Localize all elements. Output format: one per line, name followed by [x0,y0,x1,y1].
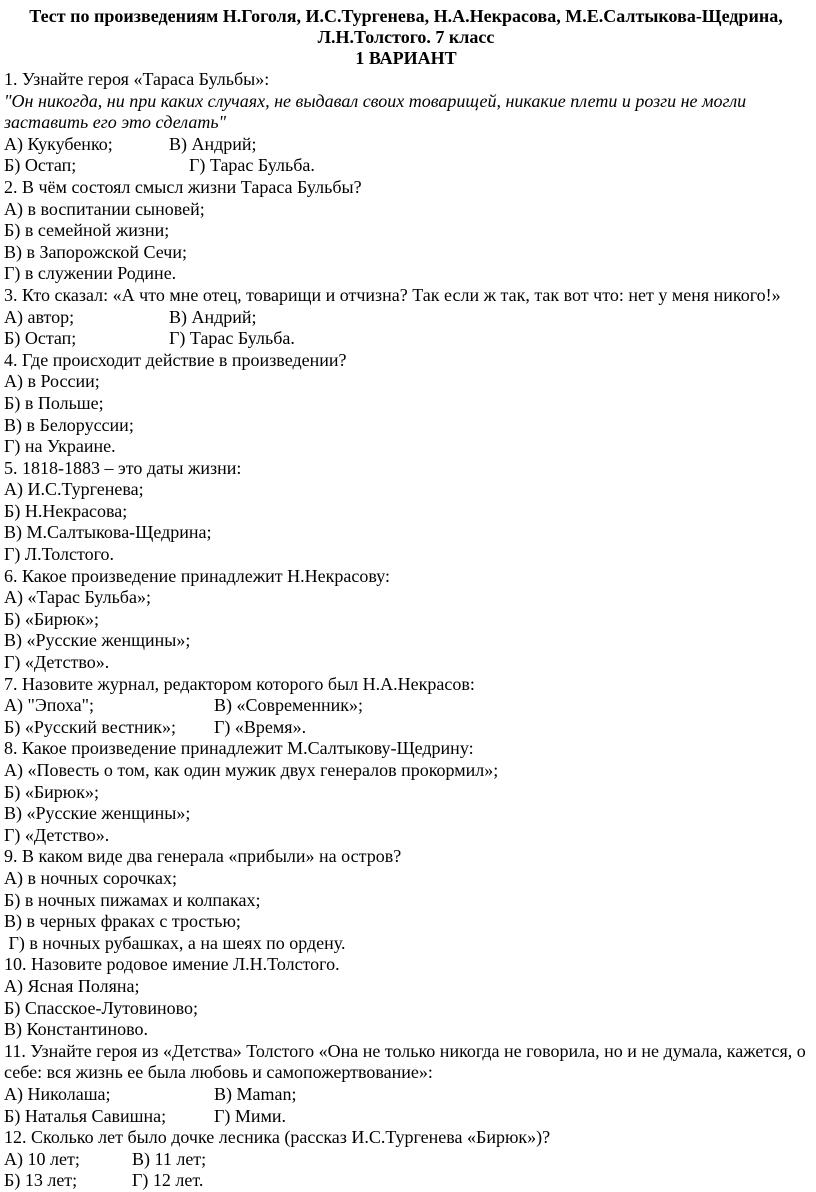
option: Б) 13 лет; [4,1170,78,1191]
option: Г) в ночных рубашках, а на шеях по ордену. [4,932,346,953]
option: В) в Белоруссии; [4,414,134,435]
option: В) Андрий; [169,306,257,327]
question-11: 11. Узнайте героя из «Детства» Толстого «Она не только никогда не говорила, но и не думала, кажется, о себе: вся жизнь ее была любовь и самопожертвование»: [4,1040,806,1083]
option: А) в воспитании сыновей; [4,198,205,219]
question-2: 2. В чём состоял смысл жизни Тараса Бульбы? [4,176,362,197]
option: В) 11 лет; [132,1148,207,1169]
option: Б) «Бирюк»; [4,781,99,802]
option: А) в России; [4,371,100,392]
question-12-options-row-2 [4,1170,808,1192]
option: В) «Русские женщины»; [4,803,191,824]
option: А) автор; [4,306,75,327]
option: А) Кукубенко; [4,133,113,154]
question-10: 10. Назовите родовое имение Л.Н.Толстого. [4,954,340,975]
question-7-options-row-1 [4,695,808,717]
question-12: 12. Сколько лет было дочке лесника (рассказ И.С.Тургенева «Бирюк»)? [4,1127,551,1148]
question-11-options-row-2 [4,1106,808,1128]
question-5: 5. 1818-1883 – это даты жизни: [4,457,242,478]
option: Г) в служении Родине. [4,263,177,284]
option: А) Ясная Поляна; [4,975,140,996]
option: Г) «Детство». [4,652,110,673]
question-1: 1. Узнайте героя «Тараса Бульбы»: [4,69,270,89]
question-8: 8. Какое произведение принадлежит М.Салтыкову-Щедрину: [4,738,474,759]
option: Б) Спасское-Лутовиново; [4,997,199,1018]
question-7: 7. Назовите журнал, редактором которого был Н.А.Некрасов: [4,673,475,694]
question-9: 9. В каком виде два генерала «прибыли» на остров? [4,846,402,867]
question-6: 6. Какое произведение принадлежит Н.Некрасову: [4,565,391,586]
question-3: 3. Кто сказал: «А что мне отец, товарищи и отчизна? Так если ж так, так вот что: нет у меня никого!» [4,284,781,305]
option: А) Николаша; [4,1083,111,1104]
option: Г) на Украине. [4,436,116,457]
option: Г) 12 лет. [132,1170,204,1191]
question-12-options-row-1 [4,1149,808,1171]
option: Г) Мими. [214,1105,287,1126]
option: Б) Остап; [4,328,77,349]
option: А) И.С.Тургенева; [4,479,144,500]
option: А) в ночных сорочках; [4,867,177,888]
option: Б) Наталья Савишна; [4,1105,167,1126]
option: В) Maman; [214,1083,297,1104]
option: В) в Запорожской Сечи; [4,241,187,262]
option: Г) Тарас Бульба. [189,155,315,176]
option: Г) «Детство». [4,824,110,845]
option: Б) в семейной жизни; [4,220,170,241]
option: Б) «Бирюк»; [4,608,99,629]
option: В) М.Салтыкова-Щедрина; [4,522,212,543]
question-7-options-row-2 [4,717,808,739]
title-line-1: Тест по произведениям Н.Гоголя, И.С.Тургенева, Н.А.Некрасова, М.Е.Салтыкова-Щедрина, [29,6,783,26]
question-1-options-row-2 [4,155,808,177]
question-4: 4. Где происходит действие в произведении? [4,349,347,370]
option: В) в черных фраках с тростью; [4,911,241,932]
option: А) «Тарас Бульба»; [4,587,151,608]
option: Б) Н.Некрасова; [4,500,128,521]
option: В) «Современник»; [214,695,364,716]
document-title [4,6,808,69]
variant-heading: 1 ВАРИАНТ [355,48,457,68]
option: В) Константиново. [4,1019,148,1040]
option: Г) Л.Толстого. [4,544,115,565]
question-1-quote: "Он никогда, ни при каких случаях, не выдавал своих товарищей, никакие плети и розги не могли заставить его это сделать" [4,90,747,133]
option: Г) Тарас Бульба. [169,328,295,349]
question-3-options-row-1 [4,307,808,329]
option: В) «Русские женщины»; [4,630,191,651]
option: Г) «Время». [214,716,307,737]
option: А) «Повесть о том, как один мужик двух генералов прокормил»; [4,760,499,780]
option: А) 10 лет; [4,1148,80,1169]
option: А) "Эпоха"; [4,695,95,716]
question-3-options-row-2 [4,328,808,350]
question-11-options-row-1 [4,1084,808,1106]
option: Б) в Польше; [4,392,104,413]
option: Б) «Русский вестник»; [4,716,177,737]
option: Б) в ночных пижамах и колпаках; [4,889,261,910]
title-line-2: Л.Н.Толстого. 7 класс [317,27,495,47]
question-1-options-row-1 [4,134,808,156]
option: Б) Остап; [4,155,77,176]
option: В) Андрий; [169,133,257,154]
